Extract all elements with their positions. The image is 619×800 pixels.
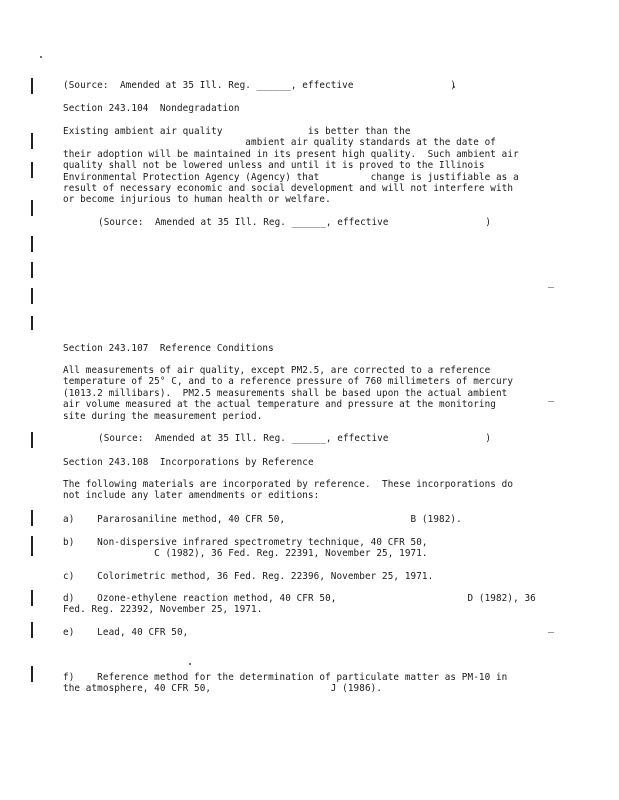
section-body: The following materials are incorporated by reference. These incorporations do not include any later amendments or editions: xyxy=(63,479,514,502)
source-note: (Source: Amended at 35 Ill. Reg. ______, effective ) xyxy=(63,80,457,91)
revision-bar xyxy=(31,316,33,330)
scan-speck xyxy=(40,56,42,58)
list-item: c) Colorimetric method, 36 Fed. Reg. 22396, November 25, 1971. xyxy=(63,571,434,582)
revision-bar xyxy=(31,432,33,448)
section-body: Existing ambient air quality is better than the ambient air quality standards at the date of their adoption will be maintained in its present high quality. Such ambient air quality shall not be lowered unless and until it is proved to the Illinois Environmental Protection Agency (Agency) that change is justifiable as a result of necessary economic and social development and will not interfere with or become injurious to human health or welfare. xyxy=(63,126,519,206)
source-note: (Source: Amended at 35 Ill. Reg. ______, effective ) xyxy=(98,433,492,444)
list-item: f) Reference method for the determination of particulate matter as PM-10 in the atmosphere, 40 CFR 50, J (1986). xyxy=(63,672,508,695)
list-item: d) Ozone-ethylene reaction method, 40 CFR 50, D (1982), 36 Fed. Reg. 22392, November 25, 1971. xyxy=(63,593,536,616)
revision-bar xyxy=(31,200,33,216)
list-item: b) Non-dispersive infrared spectrometry technique, 40 CFR 50, C (1982), 36 Fed. Reg. 22391, November 25, 1971. xyxy=(63,537,428,560)
section-heading: Section 243.107 Reference Conditions xyxy=(63,343,274,354)
section-heading: Section 243.108 Incorporations by Reference xyxy=(63,457,314,468)
revision-bar xyxy=(31,78,33,94)
revision-bar xyxy=(31,510,33,526)
revision-bar xyxy=(31,666,33,682)
revision-bar xyxy=(31,536,33,556)
revision-bar xyxy=(31,288,33,304)
revision-bar xyxy=(31,590,33,606)
section-body: All measurements of air quality, except PM2.5, are corrected to a reference temperature of 25° C, and to a reference pressure of 760 millimeters of mercury (1013.2 millibars). PM2.5 measurements shall be based upon the actual ambient air volume measured at the actual temperature and pressure at the monitoring site during the measurement period. xyxy=(63,365,514,422)
list-item: a) Pararosaniline method, 40 CFR 50, B (1982). xyxy=(63,514,462,525)
section-heading: Section 243.104 Nondegradation xyxy=(63,103,240,114)
revision-bar xyxy=(31,262,33,278)
margin-tick xyxy=(548,287,554,288)
revision-bar xyxy=(31,162,33,178)
revision-bar xyxy=(31,236,33,252)
revision-bar xyxy=(31,622,33,638)
revision-bar xyxy=(31,133,33,149)
scan-speck xyxy=(189,663,191,665)
source-note: (Source: Amended at 35 Ill. Reg. ______, effective ) xyxy=(98,217,492,228)
list-item: e) Lead, 40 CFR 50, xyxy=(63,627,189,638)
